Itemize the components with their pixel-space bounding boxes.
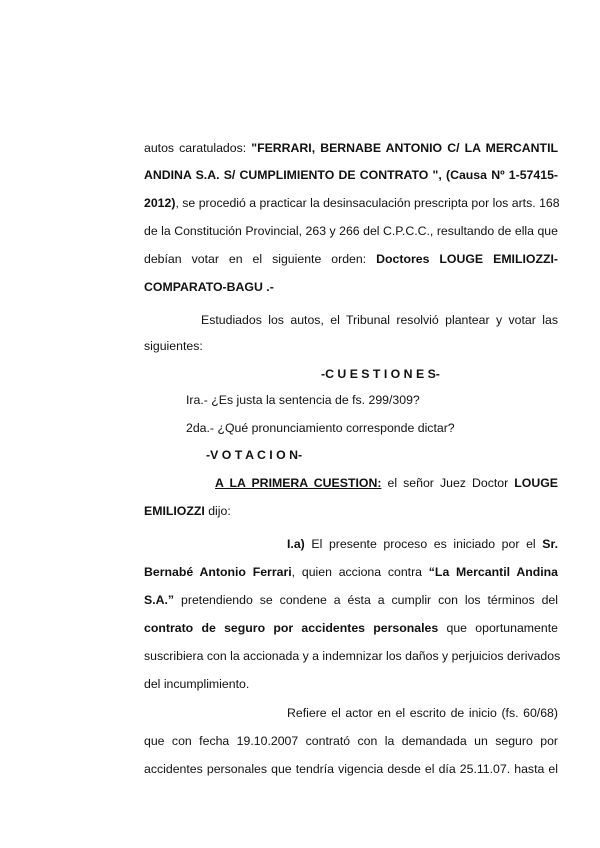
judge-name: LOUGE [514,476,559,490]
text-run: pretendiendo se condene a ésta a cumplir con los términos del [174,593,558,607]
text-line [287,705,558,721]
text-line [144,676,249,692]
defendant-name: “La Mercantil Andina [428,565,558,579]
judge-name-cont: EMILIOZZI [144,504,205,518]
text-line [287,536,558,552]
text-line [144,338,203,354]
text-run: autos caratulados: [144,141,252,155]
judges-names-cont: COMPARATO-BAGU .- [144,280,274,294]
text-line [144,503,231,519]
question-1 [186,392,420,408]
text-line [144,251,558,267]
text-run: el señor Juez Doctor [381,476,515,490]
text-line [144,733,558,749]
text-run: que con fecha 19.10.2007 contrató con la demandada un seguro por [144,734,558,748]
text-run: que oportunamente [438,621,558,635]
text-run: Ira.- ¿Es justa la sentencia de fs. 299/309? [186,393,420,407]
text-run: del incumplimiento. [144,677,250,691]
text-run: Refiere el actor en el escrito de inicio (fs. 60/68) [287,706,558,720]
section-marker: I.a) [287,537,305,551]
text-run: siguientes: [144,339,203,353]
text-run: , quien acciona contra [291,565,429,579]
text-line [144,195,558,211]
text-run: 2da.- ¿Qué pronunciamiento corresponde dictar? [186,421,455,435]
text-run: debían votar en el siguiente orden: [144,252,377,266]
text-run: de la Constitución Provincial, 263 y 266 del C.P.C.C., resultando de ella que [144,224,558,238]
contract-type: contrato de seguro por accidentes personales [144,621,439,635]
case-title-cont: ANDINA S.A. S/ CUMPLIMIENTO DE CONTRATO ", (Causa Nº 1-57415- [144,168,558,182]
text-run-bold: Sr. [542,537,558,551]
text-line [144,761,558,777]
text-run: accidentes personales que tendría vigencia desde el día 25.11.07. hasta el [144,762,558,776]
text-line [215,475,558,491]
text-line [144,592,558,608]
text-line [144,167,558,183]
text-line [144,620,558,636]
text-run: suscribiera con la accionada y a indemnizar los daños y perjuicios derivados [144,649,561,663]
cuestiones-heading [321,366,440,382]
text-line [144,279,274,295]
text-line [144,564,558,580]
text-line [144,223,558,239]
case-year: 2012) [144,196,176,210]
defendant-name-cont: S.A.” [144,593,175,607]
text-line [201,312,558,328]
first-question-label: A LA PRIMERA CUESTION: [215,476,382,490]
heading-text: -V O T A C I O N- [206,448,303,462]
text-line [144,648,561,664]
plaintiff-name: Bernabé Antonio Ferrari [144,565,292,579]
votacion-heading [206,447,302,463]
text-run: , se procedió a practicar la desinsaculación prescripta por los arts. 168 [175,196,560,210]
question-2 [186,420,455,436]
case-title: "FERRARI, BERNABE ANTONIO C/ LA MERCANTIL [251,141,558,155]
text-run: El presente proceso es iniciado por el [304,537,543,551]
text-line [144,140,558,156]
judges-names: Doctores LOUGE EMILIOZZI- [376,252,558,266]
heading-text: -C U E S T I O N E S- [321,367,440,381]
text-run: Estudiados los autos, el Tribunal resolvió plantear y votar las [201,313,558,327]
text-run: dijo: [204,504,231,518]
